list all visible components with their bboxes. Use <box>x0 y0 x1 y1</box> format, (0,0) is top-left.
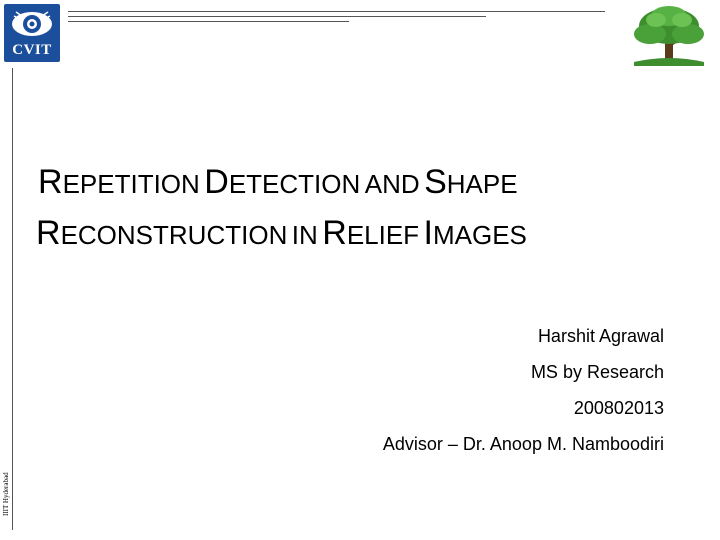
left-rule <box>12 68 13 530</box>
logo-text: CVIT <box>12 42 52 58</box>
footer-institution: IIIT Hyderabad <box>2 472 10 516</box>
header-rule <box>68 16 486 17</box>
presenter-info <box>383 318 664 462</box>
presenter-roll-number: 200802013 <box>573 398 664 418</box>
eye-icon <box>10 8 54 40</box>
header-rule <box>68 11 605 12</box>
title-line-2: RECONSTRUCTION IN RELIEF IMAGES <box>36 214 527 252</box>
tree-logo <box>628 4 710 66</box>
presenter-name: Harshit Agrawal <box>537 326 664 346</box>
cvit-logo <box>4 4 60 62</box>
presenter-program: MS by Research <box>530 362 664 382</box>
slide-title <box>36 160 696 262</box>
header-rule <box>68 21 349 22</box>
title-line-1: REPETITION DETECTION AND SHAPE <box>38 163 518 201</box>
presenter-advisor: Advisor – Dr. Anoop M. Namboodiri <box>382 434 664 454</box>
